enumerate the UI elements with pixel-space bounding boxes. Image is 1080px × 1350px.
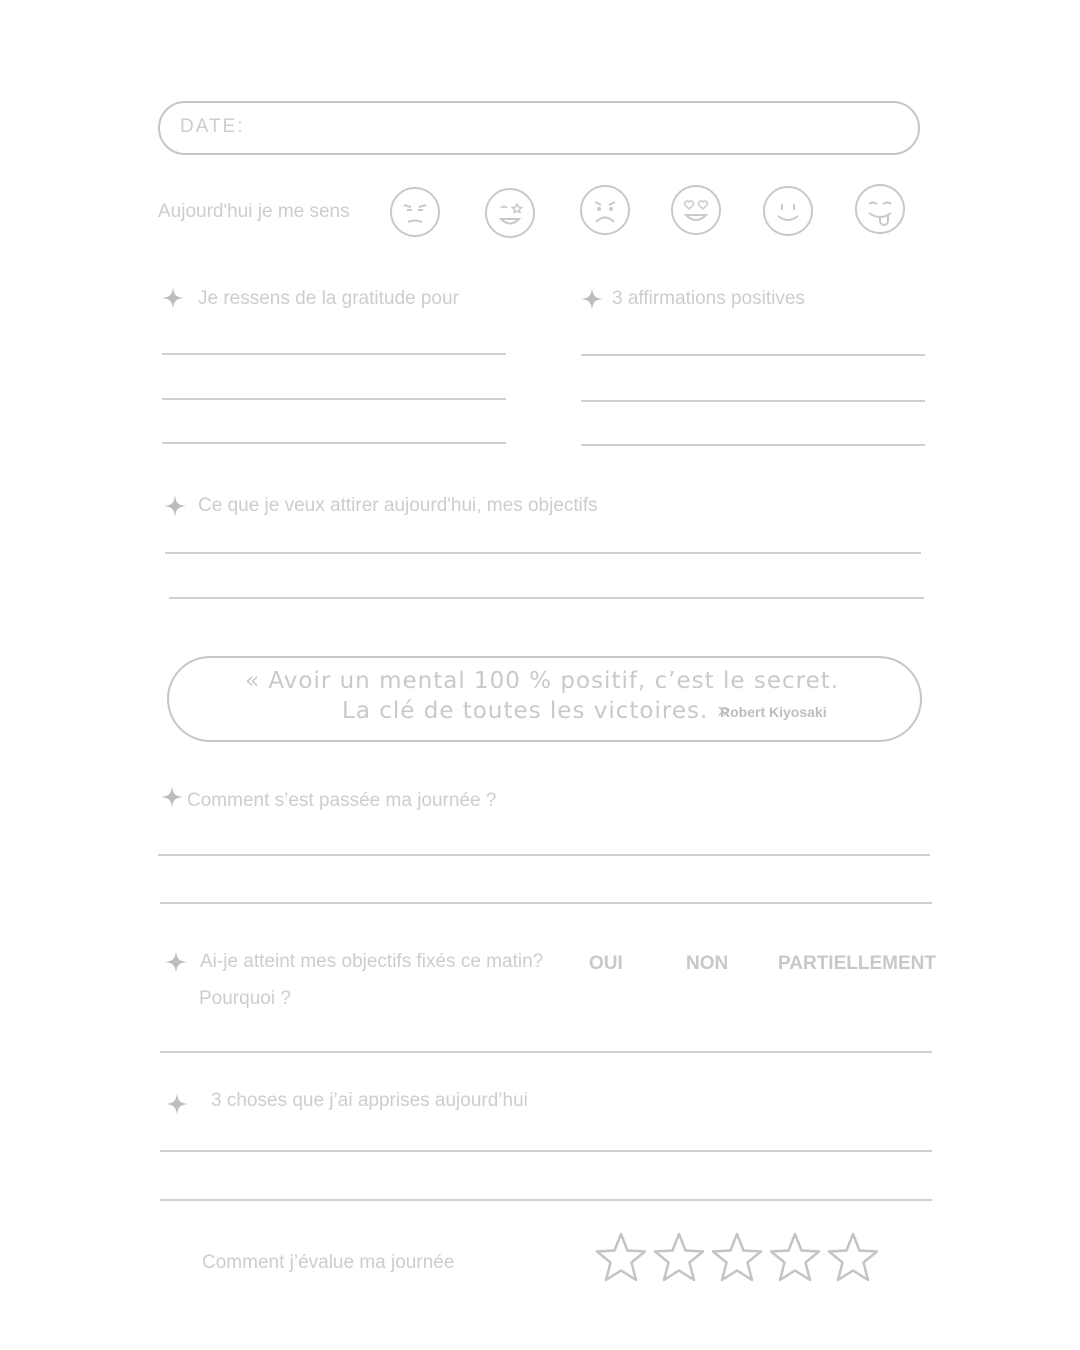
sparkle-icon (162, 287, 184, 309)
objectives-question: Ai-je atteint mes objectifs fixés ce matin? (200, 951, 544, 972)
star-icon[interactable] (826, 1231, 880, 1285)
option-oui[interactable]: OUI (589, 953, 623, 974)
learned-line-2[interactable] (160, 1199, 932, 1201)
rating-label: Comment j’évalue ma journée (202, 1252, 455, 1273)
star-icon[interactable] (652, 1231, 706, 1285)
date-field[interactable] (158, 101, 920, 155)
goals-line-2[interactable] (169, 597, 924, 599)
affirmation-line-1[interactable] (581, 354, 925, 356)
gratitude-label: Je ressens de la gratitude pour (198, 288, 459, 309)
sparkle-icon (581, 288, 603, 310)
why-label: Pourquoi ? (199, 988, 291, 1009)
wink-star-face-icon[interactable] (484, 187, 536, 239)
quote-author: Robert Kiyosaki (720, 704, 827, 720)
heart-eyes-face-icon[interactable] (670, 184, 722, 236)
option-partiellement[interactable]: PARTIELLEMENT (778, 953, 936, 974)
gratitude-line-1[interactable] (162, 353, 506, 355)
goals-label: Ce que je veux attirer aujourd'hui, mes objectifs (198, 495, 598, 516)
tongue-face-icon[interactable] (854, 183, 906, 235)
why-line[interactable] (160, 1051, 932, 1053)
goals-line-1[interactable] (165, 552, 921, 554)
affirmation-line-2[interactable] (581, 400, 925, 402)
learned-line-1[interactable] (160, 1150, 932, 1152)
sparkle-icon (166, 1093, 188, 1115)
day-label: Comment s’est passée ma journée ? (187, 790, 497, 811)
star-icon[interactable] (768, 1231, 822, 1285)
star-icon[interactable] (710, 1231, 764, 1285)
sparkle-icon (165, 951, 187, 973)
gratitude-line-2[interactable] (162, 398, 506, 400)
quote-line-1: « Avoir un mental 100 % positif, c’est le secret. (245, 668, 840, 694)
star-icon[interactable] (594, 1231, 648, 1285)
date-label: DATE: (180, 116, 245, 137)
gratitude-line-3[interactable] (162, 442, 506, 444)
quote-line-2: La clé de toutes les victoires. » (342, 698, 732, 724)
annoyed-face-icon[interactable] (389, 186, 441, 238)
option-non[interactable]: NON (686, 953, 729, 974)
learned-label: 3 choses que j’ai apprises aujourd’hui (211, 1090, 528, 1111)
affirmation-line-3[interactable] (581, 444, 925, 446)
sad-face-icon[interactable] (579, 184, 631, 236)
mood-label: Aujourd'hui je me sens (158, 201, 350, 222)
day-line-2[interactable] (160, 902, 932, 904)
sparkle-icon (161, 786, 183, 808)
smile-face-icon[interactable] (762, 185, 814, 237)
day-line-1[interactable] (158, 854, 930, 856)
sparkle-icon (164, 495, 186, 517)
affirmations-label: 3 affirmations positives (612, 288, 805, 309)
